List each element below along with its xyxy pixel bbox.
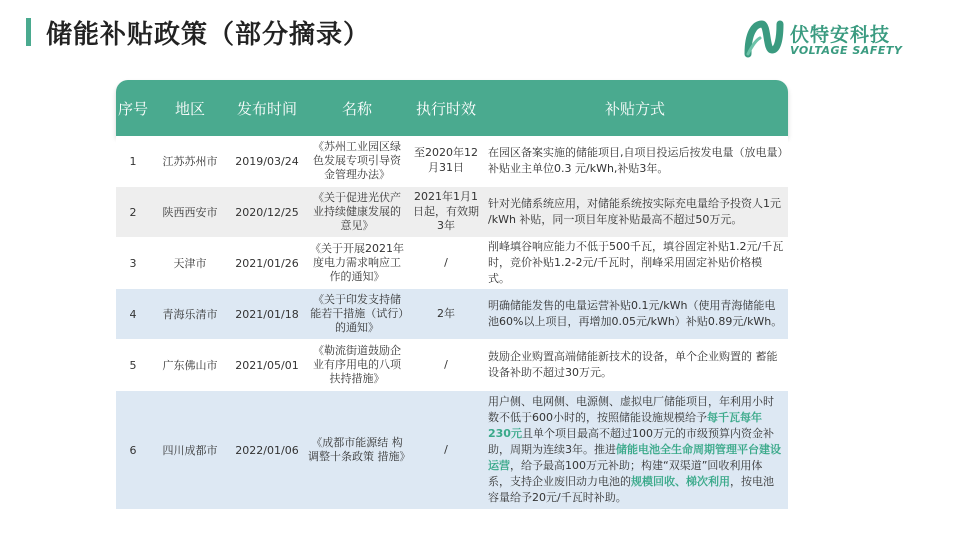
header-no: 序号	[117, 99, 148, 118]
cell-subsidy: 削峰填谷响应能力不低于500千瓦，填谷固定补贴1.2元/千瓦时，竞价补贴1.2-2元/千瓦时，削峰采用固定补贴价格模式。	[488, 240, 784, 285]
table-row	[116, 391, 788, 510]
cell-subsidy	[482, 391, 788, 509]
title-accent-bar	[26, 18, 31, 46]
logo-mark-icon	[744, 20, 784, 58]
subsidy-highlight: 每千瓦每年230元	[488, 411, 762, 441]
table-row	[116, 340, 788, 391]
subsidy-highlight: 规模回收、梯次利用	[631, 474, 730, 488]
table-row	[116, 136, 788, 187]
cell-name: 《关于促进光伏产业持续健康发展的意见》	[313, 190, 401, 233]
cell-name: 《关于印发支持储能若干措施（试行）的通知》	[310, 292, 404, 335]
table-row	[116, 238, 788, 289]
header-date: 发布时间	[236, 99, 297, 118]
cell-no: 3	[129, 256, 137, 270]
cell-region: 青海乐清市	[162, 308, 218, 321]
subsidy-highlight: 储能电池全生命周期管理平台建设运营	[488, 443, 781, 472]
company-logo	[744, 18, 914, 62]
cell-region: 四川成都市	[162, 444, 218, 457]
subsidy-text-part: ，给予最高100万元补助；构建“双渠道”回收利用体系，支持企业废旧动力电池的	[488, 458, 763, 488]
cell-no: 4	[129, 307, 137, 321]
logo-name-en: VOLTAGE SAFETY	[790, 44, 903, 57]
table-row	[116, 187, 788, 238]
cell-name: 《成都市能源结 构调整十条政策 措施》	[308, 435, 411, 463]
cell-no: 1	[129, 154, 137, 168]
table-header	[116, 80, 788, 136]
cell-name: 《苏州工业园区绿色发展专项引导资金管理办法》	[313, 139, 401, 182]
cell-region: 广东佛山市	[162, 359, 218, 372]
cell-name: 《勒流街道鼓励企业有序用电的八项扶持措施》	[313, 343, 401, 386]
cell-period: 2年	[437, 306, 455, 320]
logo-name-cn: 伏特安科技	[790, 24, 891, 46]
cell-date: 2019/03/24	[235, 154, 299, 168]
cell-no: 6	[129, 443, 137, 457]
cell-region: 江苏苏州市	[162, 155, 218, 168]
cell-subsidy: 明确储能发售的电量运营补贴0.1元/kWh（使用青海储能电池60%以上项目，再增加0.05元/kWh）补贴0.89元/kWh。	[488, 299, 783, 328]
header-region: 地区	[174, 99, 205, 118]
cell-period: /	[444, 442, 448, 456]
cell-subsidy: 针对光储系统应用，对储能系统按实际充电量给予投资人1元 /kWh 补贴，同一项目年度补贴最高不超过50万元。	[488, 197, 781, 226]
subsidy-text-part: ，按电池容量给予20元/千瓦时补助。	[488, 474, 774, 504]
cell-date: 2020/12/25	[235, 205, 299, 219]
cell-date: 2021/05/01	[235, 358, 299, 372]
cell-date: 2022/01/06	[235, 443, 299, 457]
table-row	[116, 289, 788, 340]
cell-date: 2021/01/26	[235, 256, 299, 270]
cell-period: 2021年1月1日起，有效期3年	[413, 189, 479, 233]
subsidy-text-part: 且单个项目最高不超过100万元的市级预算内资金补助，周期为连续3年。推进	[488, 427, 774, 457]
cell-date: 2021/01/18	[235, 307, 299, 321]
cell-period: /	[444, 255, 448, 269]
page-title: 储能补贴政策（部分摘录）	[46, 20, 371, 50]
cell-name: 《关于开展2021年度电力需求响应工作的通知》	[310, 241, 404, 284]
header-name: 名称	[341, 99, 372, 118]
cell-period: 至2020年12月31日	[414, 146, 478, 174]
header-period: 执行时效	[415, 99, 476, 118]
subsidy-text	[488, 394, 784, 506]
subsidy-text-part: 用户侧、电网侧、电源侧、虚拟电厂储能项目，年利用小时数不低于600小时的，按照储能设施规模给予	[488, 395, 774, 425]
cell-no: 5	[129, 358, 137, 372]
cell-subsidy: 在园区备案实施的储能项目,自项目投运后按发电量（放电量）补贴业主单位0.3 元/kWh,补贴3年。	[488, 146, 783, 175]
cell-region: 天津市	[173, 257, 207, 270]
cell-no: 2	[129, 205, 137, 219]
header-subsidy: 补贴方式	[604, 99, 665, 118]
cell-subsidy: 鼓励企业购置高端储能新技术的设备，单个企业购置的 蓄能设备补助不超过30万元。	[488, 350, 778, 379]
cell-period: /	[444, 357, 448, 371]
cell-region: 陕西西安市	[162, 206, 218, 219]
policy-table	[116, 80, 788, 510]
